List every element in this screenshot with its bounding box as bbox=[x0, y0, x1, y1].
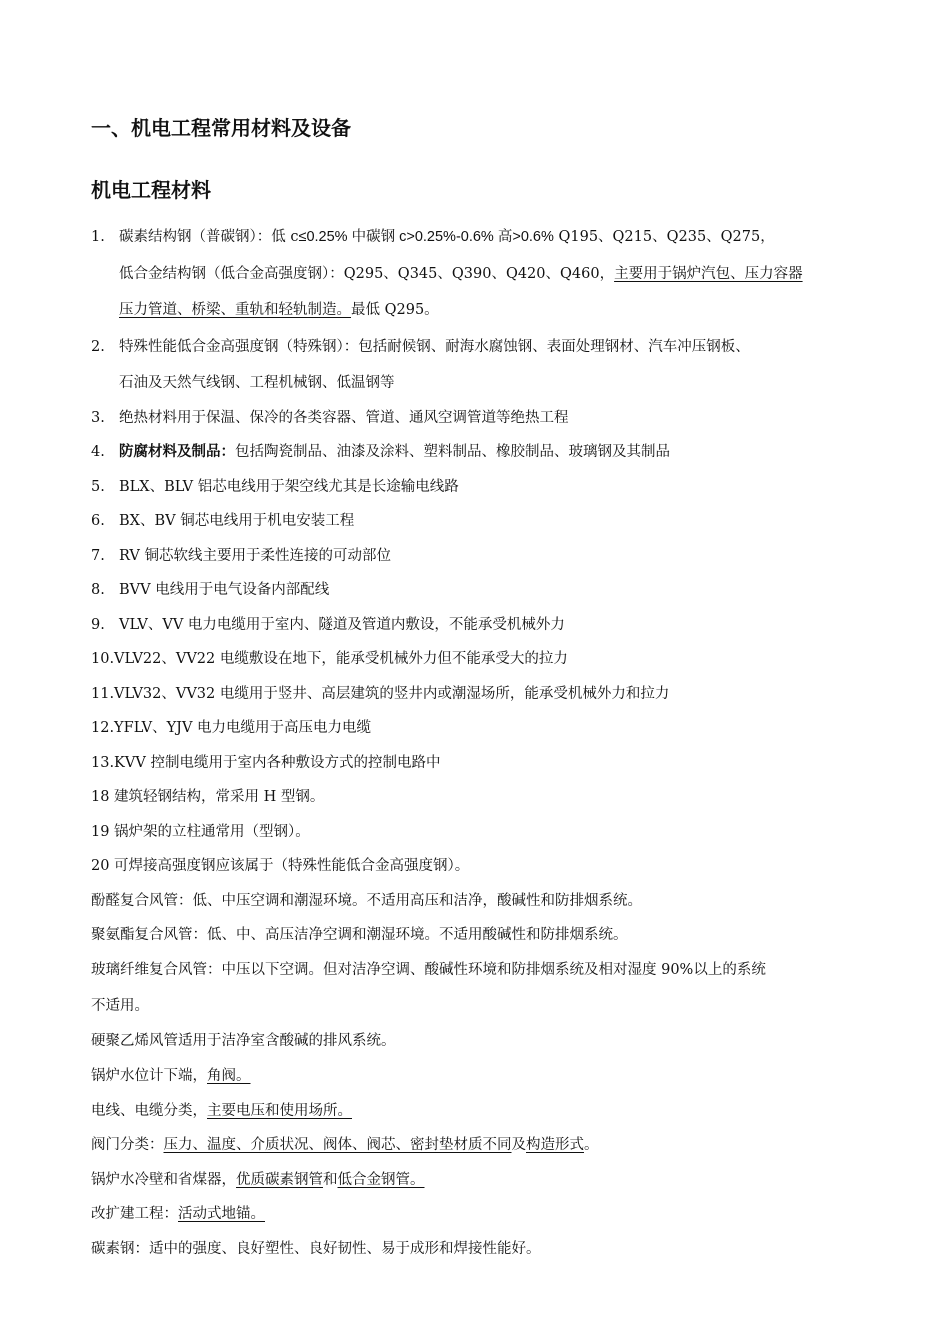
p6-text: 电线、电缆分类， bbox=[91, 1103, 207, 1119]
list-item-18: 18 建筑轻钢结构，常采用 H 型钢。 bbox=[91, 789, 325, 805]
heading-section-1: 一、机电工程常用材料及设备 bbox=[91, 116, 351, 140]
item5-text: BLX、BLV 铝芯电线用于架空线尤其是长途输电线路 bbox=[119, 479, 459, 495]
list-item-2 bbox=[91, 337, 750, 357]
list-item-2-line2: 石油及天然气线钢、工程机械钢、低温钢等 bbox=[119, 375, 395, 391]
list-item-1 bbox=[91, 227, 775, 247]
item7-text: RV 铜芯软线主要用于柔性连接的可动部位 bbox=[119, 548, 391, 564]
paragraph-phenolic-duct: 酚醛复合风管：低、中压空调和潮湿环境。不适用高压和洁净，酸碱性和防排烟系统。 bbox=[91, 893, 642, 909]
p7-end: 。 bbox=[584, 1137, 599, 1153]
item3-text: 绝热材料用于保温、保冷的各类容器、管道、通风空调管道等绝热工程 bbox=[119, 410, 569, 426]
p5-text: 锅炉水位计下端， bbox=[91, 1068, 207, 1084]
item1-line3-plain: 最低 Q295。 bbox=[351, 302, 439, 318]
heading-subsection: 机电工程材料 bbox=[91, 178, 211, 202]
item2-line1: 特殊性能低合金高强度钢（特殊钢）：包括耐候钢、耐海水腐蚀钢、表面处理钢材、汽车冲压钢板、 bbox=[119, 339, 750, 355]
list-number: 9. bbox=[91, 617, 105, 633]
list-item-1-line3 bbox=[119, 300, 439, 320]
paragraph-boiler-water-level bbox=[91, 1066, 251, 1086]
list-item-11: 11.VLV32、VV32 电缆用于竖井、高层建筑的竖井内或潮湿场所，能承受机械外力和拉力 bbox=[91, 686, 670, 702]
p7-underlined-2: 构造形式 bbox=[526, 1137, 584, 1153]
p7-conj: 及 bbox=[511, 1137, 526, 1153]
p5-underlined: 角阀。 bbox=[207, 1068, 251, 1084]
list-item-6 bbox=[91, 511, 354, 531]
paragraph-pvc-duct: 硬聚乙烯风管适用于洁净室含酸碱的排风系统。 bbox=[91, 1033, 396, 1049]
item1-text-c: Q195、Q215、Q235、Q275， bbox=[553, 229, 775, 245]
list-number: 7. bbox=[91, 548, 105, 564]
paragraph-boiler-wall bbox=[91, 1170, 425, 1190]
item1-line2-underlined: 主要用于锅炉汽包、压力容器 bbox=[614, 266, 803, 282]
list-item-1-line2 bbox=[119, 264, 803, 284]
list-number: 5. bbox=[91, 479, 105, 495]
list-item-5 bbox=[91, 477, 459, 497]
list-number: 1. bbox=[91, 229, 105, 245]
list-item-9 bbox=[91, 615, 565, 635]
list-item-4 bbox=[91, 442, 670, 462]
item1-line2-plain: 低合金结构钢（低合金高强度钢）：Q295、Q345、Q390、Q420、Q460， bbox=[119, 266, 615, 282]
p8-text: 锅炉水冷壁和省煤器， bbox=[91, 1172, 236, 1188]
item4-bold-label: 防腐材料及制品： bbox=[119, 444, 235, 460]
list-item-10: 10.VLV22、VV22 电缆敷设在地下，能承受机械外力但不能承受大的拉力 bbox=[91, 651, 568, 667]
p9-underlined: 活动式地锚。 bbox=[178, 1206, 265, 1222]
paragraph-polyurethane-duct: 聚氨酯复合风管：低、中、高压洁净空调和潮湿环境。不适用酸碱性和防排烟系统。 bbox=[91, 927, 628, 943]
item6-text: BX、BV 铜芯电线用于机电安装工程 bbox=[119, 513, 355, 529]
p8-conj: 和 bbox=[323, 1172, 338, 1188]
item1-line3-underlined: 压力管道、桥梁、重轨和轻轨制造。 bbox=[119, 302, 351, 318]
list-number: 8. bbox=[91, 582, 105, 598]
item1-text-b: ≤0.25% 中碳钢 c>0.25%-0.6% 高>0.6% bbox=[298, 229, 554, 245]
p9-text: 改扩建工程： bbox=[91, 1206, 178, 1222]
item8-text: BVV 电线用于电气设备内部配线 bbox=[119, 582, 330, 598]
list-number: 6. bbox=[91, 513, 105, 529]
list-number: 4. bbox=[91, 444, 105, 460]
paragraph-renovation bbox=[91, 1204, 265, 1224]
p7-text: 阀门分类： bbox=[91, 1137, 164, 1153]
item4-text: 包括陶瓷制品、油漆及涂料、塑料制品、橡胶制品、玻璃钢及其制品 bbox=[235, 444, 670, 460]
list-item-7 bbox=[91, 546, 391, 566]
p8-underlined-1: 优质碳素钢管 bbox=[236, 1172, 323, 1188]
list-item-13: 13.KVV 控制电缆用于室内各种敷设方式的控制电路中 bbox=[91, 755, 441, 771]
list-item-19: 19 锅炉架的立柱通常用（型钢）。 bbox=[91, 824, 310, 840]
paragraph-glass-fiber-duct: 玻璃纤维复合风管：中压以下空调。但对洁净空调、酸碱性环境和防排烟系统及相对湿度 90%以上的系统 bbox=[91, 962, 766, 978]
list-item-3 bbox=[91, 408, 569, 428]
p6-underlined: 主要电压和使用场所。 bbox=[207, 1103, 352, 1119]
list-item-12: 12.YFLV、YJV 电力电缆用于高压电力电缆 bbox=[91, 720, 372, 736]
p7-underlined-1: 压力、温度、介质状况、阀体、阀芯、密封垫材质不同 bbox=[163, 1137, 512, 1153]
paragraph-glass-fiber-duct-cont: 不适用。 bbox=[91, 998, 149, 1014]
item9-text: VLV、VV 电力电缆用于室内、隧道及管道内敷设，不能承受机械外力 bbox=[119, 617, 565, 633]
paragraph-carbon-steel: 碳素钢：适中的强度、良好塑性、良好韧性、易于成形和焊接性能好。 bbox=[91, 1241, 541, 1257]
list-number: 3. bbox=[91, 410, 105, 426]
paragraph-valve-classification bbox=[91, 1135, 599, 1155]
paragraph-cable-classification bbox=[91, 1101, 352, 1121]
p8-underlined-2: 低合金钢管。 bbox=[337, 1172, 425, 1188]
item1-text-a: 碳素结构钢（普碳钢）：低 c bbox=[119, 229, 299, 245]
list-item-8 bbox=[91, 580, 329, 600]
list-item-20: 20 可焊接高强度钢应该属于（特殊性能低合金高强度钢）。 bbox=[91, 858, 470, 874]
list-number: 2. bbox=[91, 339, 105, 355]
